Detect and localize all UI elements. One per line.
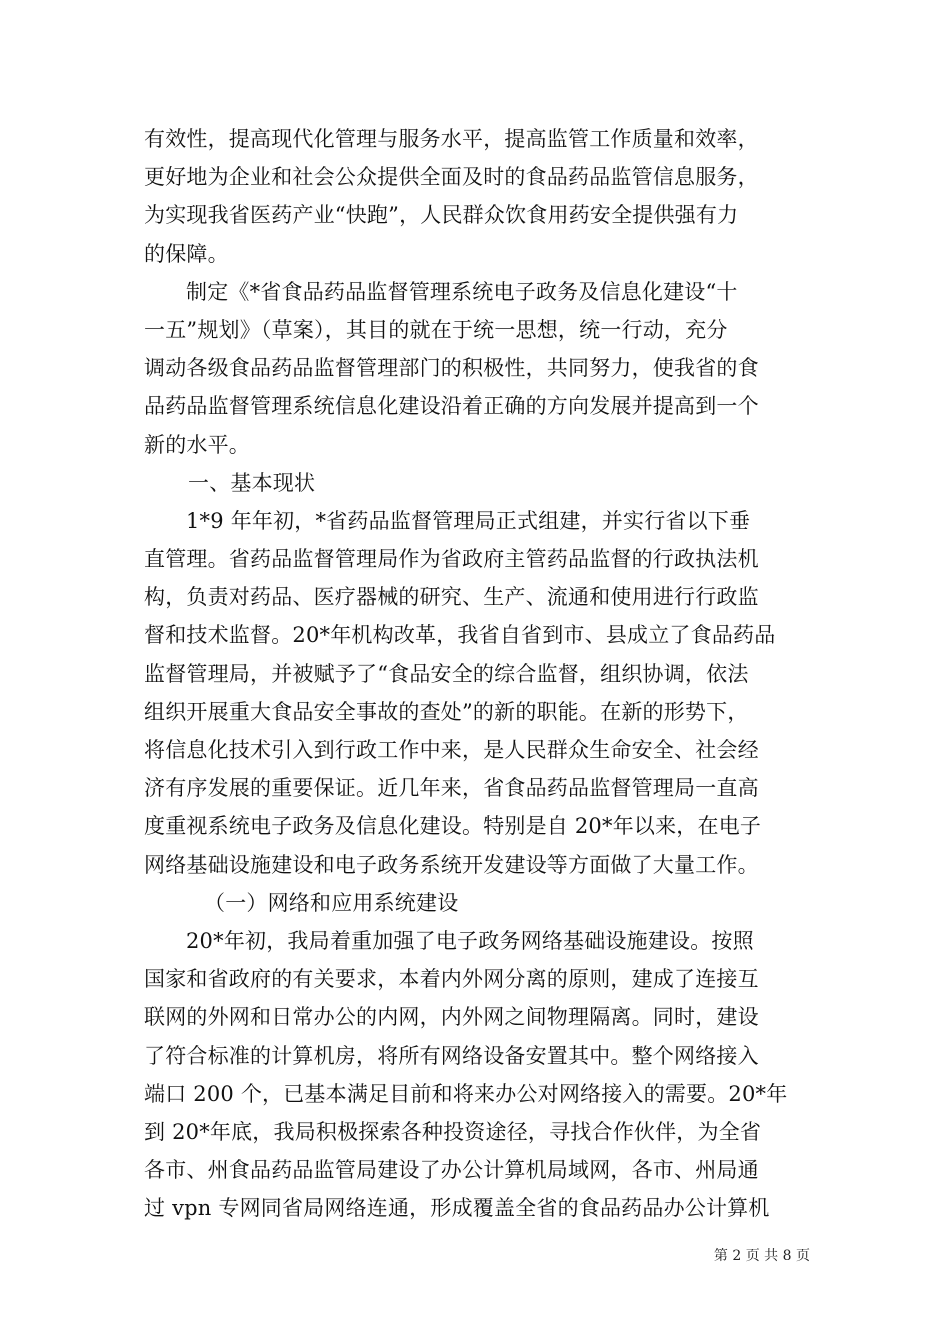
text-line: 联网的外网和日常办公的内网，内外网之间物理隔离。同时，建设 — [144, 1005, 759, 1030]
page-number: 第 2 页 共 8 页 — [713, 1248, 810, 1264]
text-line: 端口 200 个，已基本满足目前和将来办公对网络接入的需要。20*年 — [144, 1081, 788, 1106]
text-line: 一五”规划》（草案），其目的就在于统一思想，统一行动，充分 — [144, 317, 728, 342]
text-line: 构，负责对药品、医疗器械的研究、生产、流通和使用进行行政监 — [144, 585, 759, 610]
text-line: 过 vpn 专网同省局网络连通，形成覆盖全省的食品药品办公计算机 — [144, 1196, 770, 1221]
text-line: 度重视系统电子政务及信息化建设。特别是自 20*年以来，在电子 — [144, 814, 762, 839]
text-line: 的保障。 — [144, 241, 229, 266]
text-line: 督和技术监督。20*年机构改革，我省自省到市、县成立了食品药品 — [144, 623, 776, 648]
text-line: 组织开展重大食品安全事故的查处”的新的职能。在新的形势下， — [144, 699, 749, 724]
text-line: 20*年初，我局着重加强了电子政务网络基础设施建设。按照 — [186, 928, 754, 953]
text-line: 调动各级食品药品监督管理部门的积极性，共同努力，使我省的食 — [144, 356, 759, 381]
text-line: 有效性，提高现代化管理与服务水平，提高监管工作质量和效率， — [144, 127, 759, 151]
text-line: 新的水平。 — [144, 432, 250, 457]
text-line: 济有序发展的重要保证。近几年来，省食品药品监督管理局一直高 — [144, 776, 759, 801]
text-line: 品药品监督管理系统信息化建设沿着正确的方向发展并提高到一个 — [144, 394, 759, 419]
text-line: 为实现我省医药产业“快跑”，人民群众饮食用药安全提供强有力 — [144, 203, 739, 228]
text-line: 国家和省政府的有关要求，本着内外网分离的原则，建成了连接互 — [144, 967, 759, 992]
text-line: 直管理。省药品监督管理局作为省政府主管药品监督的行政执法机 — [144, 547, 759, 572]
text-line: 制定《*省食品药品监督管理系统电子政务及信息化建设“十 — [186, 279, 738, 304]
section-heading: 一、基本现状 — [188, 470, 316, 495]
text-line: 将信息化技术引入到行政工作中来，是人民群众生命安全、社会经 — [144, 738, 759, 762]
subsection-heading: （一）网络和应用系统建设 — [204, 890, 459, 915]
text-line: 1*9 年年初，*省药品监督管理局正式组建，并实行省以下垂 — [186, 508, 751, 533]
text-line: 到 20*年底，我局积极探索各种投资途径，寻找合作伙伴，为全省 — [144, 1119, 762, 1144]
text-line: 各市、州食品药品监管局建设了办公计算机局域网，各市、州局通 — [144, 1158, 759, 1183]
text-line: 监督管理局，并被赋予了“食品安全的综合监督，组织协调，依法 — [144, 661, 749, 686]
document-body — [144, 120, 810, 1227]
text-line: 更好地为企业和社会公众提供全面及时的食品药品监管信息服务， — [144, 165, 759, 190]
text-line: 了符合标准的计算机房，将所有网络设备安置其中。整个网络接入 — [144, 1043, 759, 1068]
text-line: 网络基础设施建设和电子政务系统开发建设等方面做了大量工作。 — [144, 852, 759, 877]
